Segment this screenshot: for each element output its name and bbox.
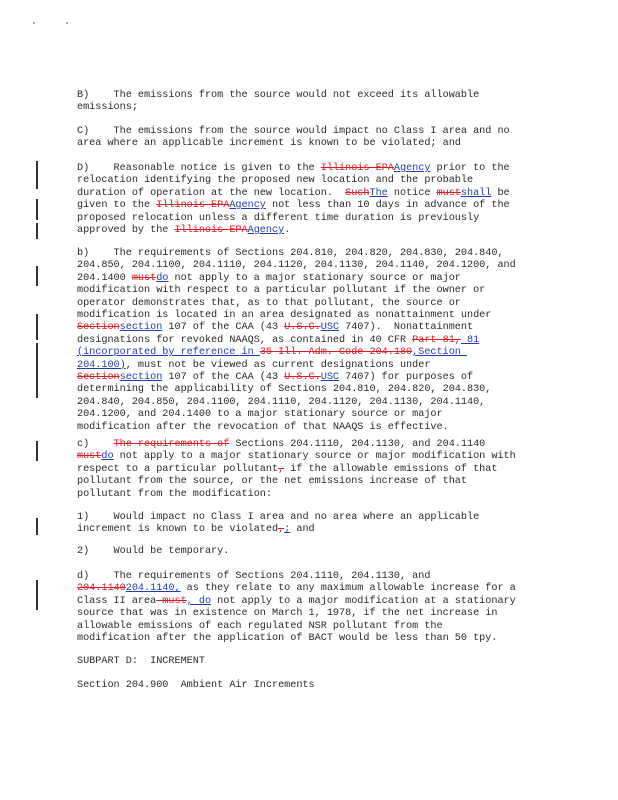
text-line bbox=[77, 310, 547, 322]
deleted-text: Such bbox=[345, 187, 370, 199]
text-line bbox=[77, 451, 547, 463]
text-run: increment is known to be violated bbox=[77, 524, 279, 536]
text-run: Section 204.900 Ambient Air Increments bbox=[77, 680, 315, 691]
text-run: area where an applicable increment is known to be violated; and bbox=[77, 138, 461, 150]
text-run: proposed relocation unless a different time duration is previously bbox=[77, 212, 480, 224]
change-bar bbox=[36, 161, 38, 189]
text-run: B) The emissions from the source would not exceed its allowable bbox=[77, 90, 480, 101]
inserted-text: 81 bbox=[460, 334, 480, 346]
text-run: Sections 204.1110, 204.1130, and 204.1140 bbox=[229, 439, 486, 450]
text-line bbox=[77, 397, 547, 409]
text-run: b) The requirements of Sections 204.810, 204.820, 204.830, 204.840, bbox=[77, 248, 504, 259]
paragraph-b bbox=[77, 248, 547, 434]
text-line bbox=[77, 213, 547, 225]
text-run: 204.1200, and 204.1400 to a major stationary source or major bbox=[77, 409, 443, 421]
deleted-text: Part 81, bbox=[412, 334, 461, 346]
text-run: respect to a particular pollutant bbox=[77, 463, 279, 475]
deleted-text: 35 Ill. Adm. Code 204.180 bbox=[259, 347, 413, 359]
text-run: determining the applicability of Sections 204.810, 204.820, 204.830, bbox=[77, 384, 492, 396]
deleted-text: , bbox=[278, 524, 285, 536]
text-line bbox=[77, 298, 547, 310]
text-run: 2) Would be temporary. bbox=[77, 546, 230, 557]
text-line bbox=[77, 489, 547, 501]
change-bar bbox=[36, 199, 38, 220]
inserted-text: ; bbox=[284, 524, 291, 536]
text-line bbox=[77, 633, 547, 645]
change-bar bbox=[36, 580, 38, 610]
change-bar bbox=[36, 223, 38, 239]
inserted-text: (incorporated by reference in bbox=[77, 347, 260, 359]
text-line bbox=[77, 439, 547, 451]
text-run: not apply to a major stationary source or major modification with bbox=[113, 451, 516, 463]
text-line bbox=[77, 335, 547, 347]
text-line bbox=[77, 524, 547, 536]
text-line bbox=[77, 464, 547, 476]
paragraph-D bbox=[77, 163, 547, 237]
text-line bbox=[77, 188, 547, 200]
text-run: C) The emissions from the source would impact no Class I area and no bbox=[77, 126, 510, 137]
text-run: c) bbox=[77, 439, 114, 450]
inserted-text: do bbox=[156, 272, 169, 284]
text-run: approved by the bbox=[77, 225, 175, 237]
text-line bbox=[77, 608, 547, 620]
inserted-text: , do bbox=[186, 595, 212, 607]
text-line bbox=[77, 225, 547, 237]
text-run: modification with respect to a particular pollutant if the owner or bbox=[77, 285, 486, 297]
text-run: given to the bbox=[77, 200, 157, 212]
text-line bbox=[77, 680, 547, 692]
inserted-text: USC bbox=[320, 322, 340, 334]
paragraph-c-1 bbox=[77, 512, 547, 537]
text-line bbox=[77, 546, 547, 558]
change-bar bbox=[36, 441, 38, 461]
inserted-text: Agency bbox=[247, 225, 285, 237]
text-run: allowable emissions of each regulated NSR pollutant from the bbox=[77, 620, 443, 632]
deleted-text: Illinois EPA bbox=[156, 200, 230, 212]
change-bar bbox=[36, 518, 38, 535]
text-run: source that was in existence on March 1, 1978, if the net increase in bbox=[77, 608, 498, 620]
text-run: D) Reasonable notice is given to the bbox=[77, 163, 321, 174]
text-line bbox=[77, 596, 547, 608]
inserted-text: Agency bbox=[229, 200, 266, 212]
deleted-text: Illinois EPA bbox=[320, 163, 394, 174]
paragraph-C bbox=[77, 126, 547, 151]
text-line bbox=[77, 621, 547, 633]
text-line bbox=[77, 102, 547, 114]
text-run: emissions; bbox=[77, 102, 138, 114]
deleted-text: Illinois EPA bbox=[174, 225, 248, 237]
deleted-text: must bbox=[131, 272, 157, 284]
paragraph-B bbox=[77, 90, 547, 115]
text-run: 204.840, 204.850, 204.1100, 204.1110, 204.1120, 204.1130, 204.1140, bbox=[77, 396, 486, 408]
deleted-text: , bbox=[278, 463, 285, 475]
deleted-text: Section bbox=[77, 372, 120, 384]
change-bar bbox=[36, 266, 38, 286]
text-line bbox=[77, 126, 547, 138]
text-run: 204.1400 bbox=[77, 272, 132, 284]
deleted-text: must bbox=[77, 451, 102, 463]
text-line bbox=[77, 285, 547, 297]
text-line bbox=[77, 476, 547, 488]
text-line bbox=[77, 248, 547, 260]
inserted-text: 204.100) bbox=[77, 359, 126, 371]
text-run: be bbox=[491, 187, 510, 199]
text-run: 7407) for purposes of bbox=[339, 372, 474, 384]
text-run: Class II area bbox=[77, 595, 157, 607]
inserted-text: USC bbox=[320, 372, 340, 384]
text-run: not apply to a major modification at a stationary bbox=[211, 595, 516, 607]
deleted-text: 204.1140 bbox=[77, 583, 126, 595]
scan-speck bbox=[66, 22, 68, 24]
subpart-heading bbox=[77, 656, 547, 668]
text-run: , must not be viewed as current designations under bbox=[125, 359, 431, 371]
text-run: SUBPART D: INCREMENT bbox=[77, 656, 205, 667]
text-run: modification after the application of BACT would be less than 50 tpy. bbox=[77, 633, 498, 645]
text-line bbox=[77, 656, 547, 668]
inserted-text: ,Section bbox=[412, 347, 467, 359]
text-line bbox=[77, 90, 547, 102]
text-run: and bbox=[290, 524, 315, 536]
text-run: . bbox=[284, 225, 291, 237]
text-run: 1) Would impact no Class I area and no area where an applicable bbox=[77, 512, 480, 523]
deleted-text: must bbox=[156, 595, 187, 607]
section-heading bbox=[77, 680, 547, 692]
text-run: notice bbox=[387, 187, 437, 199]
inserted-text: The bbox=[369, 187, 388, 199]
inserted-text: Agency bbox=[393, 163, 431, 174]
text-run: 107 of the CAA (43 bbox=[162, 322, 285, 334]
paragraph-c-2 bbox=[77, 546, 547, 558]
paragraph-c bbox=[77, 439, 547, 501]
text-line bbox=[77, 360, 547, 372]
paragraph-d bbox=[77, 571, 547, 645]
text-run: operator demonstrates that, as to that pollutant, the source or bbox=[77, 297, 461, 309]
deleted-text: U.S.C. bbox=[284, 372, 321, 384]
text-run: prior to the bbox=[430, 163, 510, 174]
inserted-text: section bbox=[119, 372, 163, 384]
scan-speck bbox=[33, 22, 35, 24]
text-run: 204.850, 204.1100, 204.1110, 204.1120, 204.1130, 204.1140, 204.1200, and bbox=[77, 260, 516, 272]
inserted-text: do bbox=[101, 451, 114, 463]
text-line bbox=[77, 512, 547, 524]
text-line bbox=[77, 571, 547, 583]
deleted-text: The requirements of bbox=[113, 439, 230, 450]
text-run: modification is located in an area designated as nonattainment under bbox=[77, 310, 492, 322]
text-run: not apply to a major stationary source or major bbox=[168, 272, 461, 284]
text-run: 107 of the CAA (43 bbox=[162, 372, 285, 384]
text-line bbox=[77, 273, 547, 285]
text-run: 7407). Nonattainment bbox=[339, 322, 474, 334]
text-line bbox=[77, 409, 547, 421]
text-run: pollutant from the modification: bbox=[77, 488, 272, 500]
text-line bbox=[77, 347, 547, 359]
text-line bbox=[77, 163, 547, 175]
text-line bbox=[77, 200, 547, 212]
inserted-text: 204.1140, bbox=[125, 583, 181, 595]
text-run: not less than 10 days in advance of the bbox=[265, 200, 510, 212]
text-line bbox=[77, 583, 547, 595]
deleted-text: Section bbox=[77, 322, 120, 334]
text-run: if the allowable emissions of that bbox=[284, 463, 498, 475]
text-line bbox=[77, 384, 547, 396]
text-run: as they relate to any maximum allowable increase for a bbox=[180, 583, 516, 595]
text-run: relocation identifying the proposed new location and the probable bbox=[77, 175, 474, 187]
deleted-text: U.S.C. bbox=[284, 322, 321, 334]
text-line bbox=[77, 175, 547, 187]
text-run: pollutant from the source, or the net emissions increase of that bbox=[77, 476, 467, 488]
deleted-text: must bbox=[436, 187, 461, 199]
text-line bbox=[77, 260, 547, 272]
text-line bbox=[77, 422, 547, 434]
inserted-text: shall bbox=[460, 187, 492, 199]
text-run: d) The requirements of Sections 204.1110, 204.1130, and bbox=[77, 571, 431, 582]
change-bar bbox=[36, 343, 38, 398]
text-run: modification after the revocation of that NAAQS is effective. bbox=[77, 421, 449, 433]
text-line bbox=[77, 138, 547, 150]
text-line bbox=[77, 322, 547, 334]
text-run: duration of operation at the new location. bbox=[77, 187, 346, 199]
text-run: designations for revoked NAAQS, as contained in 40 CFR bbox=[77, 334, 413, 346]
change-bar bbox=[36, 314, 38, 340]
text-line bbox=[77, 372, 547, 384]
inserted-text: section bbox=[119, 322, 163, 334]
